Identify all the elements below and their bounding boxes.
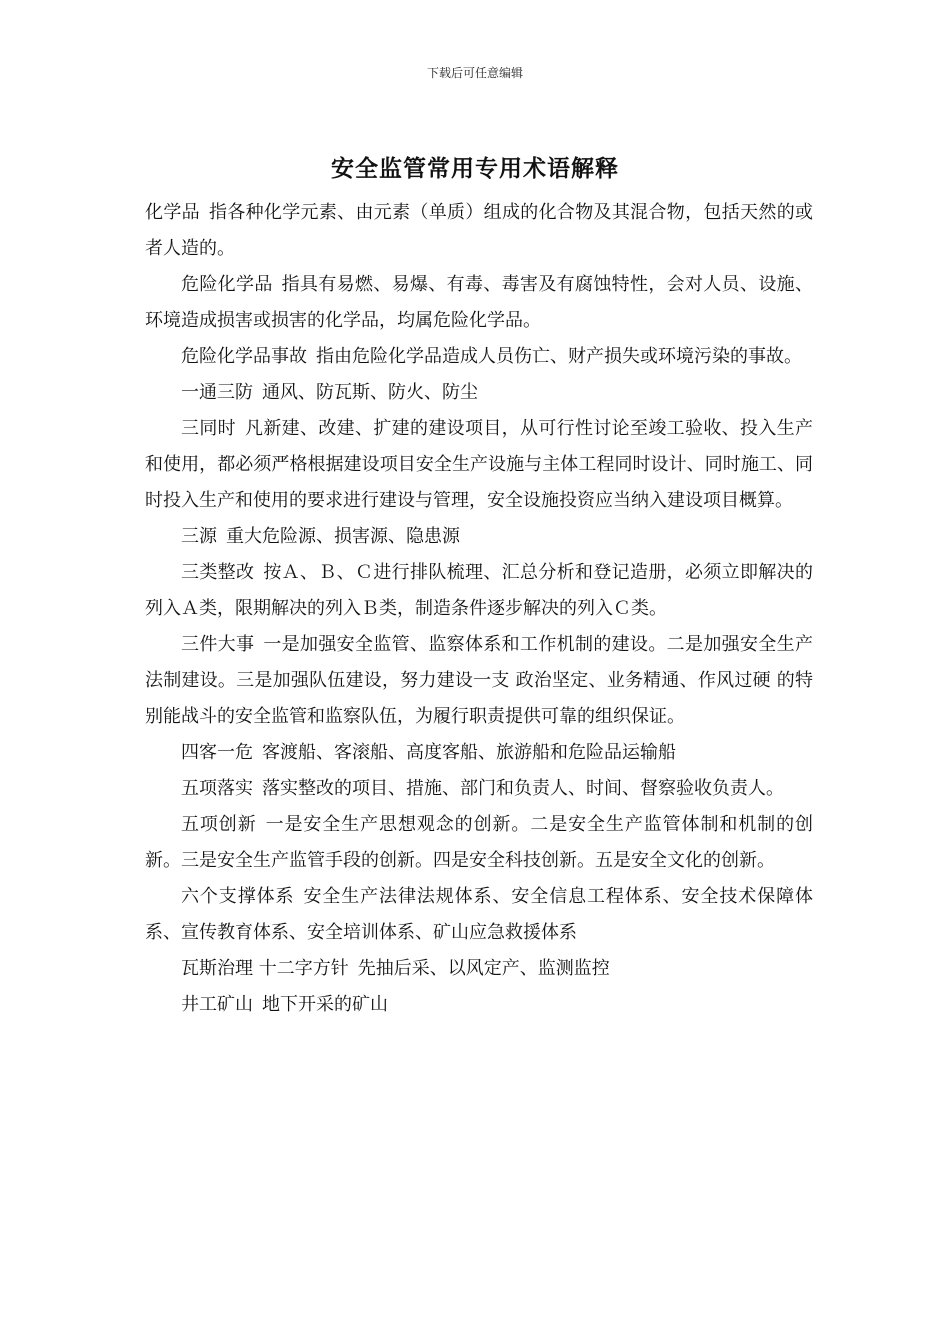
term-entry bbox=[145, 267, 813, 339]
term-entry bbox=[145, 195, 813, 267]
term-definition: 地下开采的矿山 bbox=[262, 994, 388, 1015]
term-name: 五项创新 bbox=[181, 814, 257, 835]
term-name: 一通三防 bbox=[181, 382, 253, 403]
term-definition: 客渡船、客滚船、高度客船、旅游船和危险品运输船 bbox=[262, 742, 676, 763]
term-definition: 一是加强安全监管、监察体系和工作机制的建设。二是加强安全生产法制建设。三是加强队伍建设，努力建设一支 政治坚定、业务精通、作风过硬 的特别能战斗的安全监管和监察队伍，为履行职责提供可靠的组织保证。 bbox=[145, 634, 814, 727]
term-definition: 指各种化学元素、由元素（单质）组成的化合物及其混合物，包括天然的或者人造的。 bbox=[145, 202, 814, 259]
term-name: 三同时 bbox=[181, 418, 236, 439]
term-name: 三类整改 bbox=[181, 562, 255, 583]
term-entry bbox=[145, 951, 813, 987]
term-name: 危险化学品 bbox=[181, 274, 273, 295]
term-definition: 通风、防瓦斯、防火、防尘 bbox=[262, 382, 478, 403]
term-entry bbox=[145, 807, 813, 879]
term-definition: 重大危险源、损害源、隐患源 bbox=[226, 526, 460, 547]
term-name: 瓦斯治理 十二字方针 bbox=[181, 958, 349, 979]
term-entry bbox=[145, 555, 813, 627]
term-name: 井工矿山 bbox=[181, 994, 253, 1015]
term-name: 三源 bbox=[181, 526, 217, 547]
term-entry bbox=[145, 519, 813, 555]
term-definition: 凡新建、改建、扩建的建设项目，从可行性讨论至竣工验收、投入生产和使用，都必须严格根据建设项目安全生产设施与主体工程同时设计、同时施工、同时投入生产和使用的要求进行建设与管理，安全设施投资应当纳入建设项目概算。 bbox=[145, 418, 813, 511]
document-title: 安全监管常用专用术语解释 bbox=[331, 155, 619, 182]
term-definition: 指由危险化学品造成人员伤亡、财产损失或环境污染的事故。 bbox=[316, 346, 802, 367]
term-definition: 落实整改的项目、措施、部门和负责人、时间、督察验收负责人。 bbox=[262, 778, 784, 799]
term-name: 四客一危 bbox=[181, 742, 253, 763]
term-name: 五项落实 bbox=[181, 778, 253, 799]
page-header-note: 下载后可任意编辑 bbox=[426, 66, 523, 80]
term-entry bbox=[145, 411, 813, 519]
term-entry bbox=[145, 879, 813, 951]
term-entry bbox=[145, 771, 813, 807]
document-body bbox=[145, 195, 813, 1023]
term-entry bbox=[145, 735, 813, 771]
term-entry bbox=[145, 987, 813, 1023]
term-name: 三件大事 bbox=[181, 634, 255, 655]
term-definition: 按Ａ、Ｂ、Ｃ进行排队梳理、汇总分析和登记造册，必须立即解决的列入Ａ类，限期解决的列入Ｂ类，制造条件逐步解决的列入Ｃ类。 bbox=[145, 562, 814, 619]
term-definition: 指具有易燃、易爆、有毒、毒害及有腐蚀特性，会对人员、设施、环境造成损害或损害的化学品，均属危险化学品。 bbox=[145, 274, 814, 331]
term-entry bbox=[145, 375, 813, 411]
term-name: 六个支撑体系 bbox=[181, 886, 295, 907]
term-entry bbox=[145, 339, 813, 375]
term-definition: 先抽后采、以风定产、监测监控 bbox=[357, 958, 610, 979]
term-definition: 一是安全生产思想观念的创新。二是安全生产监管体制和机制的创新。三是安全生产监管手段的创新。四是安全科技创新。五是安全文化的创新。 bbox=[145, 814, 813, 871]
term-name: 危险化学品事故 bbox=[181, 346, 307, 367]
term-name: 化学品 bbox=[145, 202, 200, 223]
term-definition: 安全生产法律法规体系、安全信息工程体系、安全技术保障体系、宣传教育体系、安全培训体系、矿山应急救援体系 bbox=[145, 886, 813, 943]
term-entry bbox=[145, 627, 813, 735]
